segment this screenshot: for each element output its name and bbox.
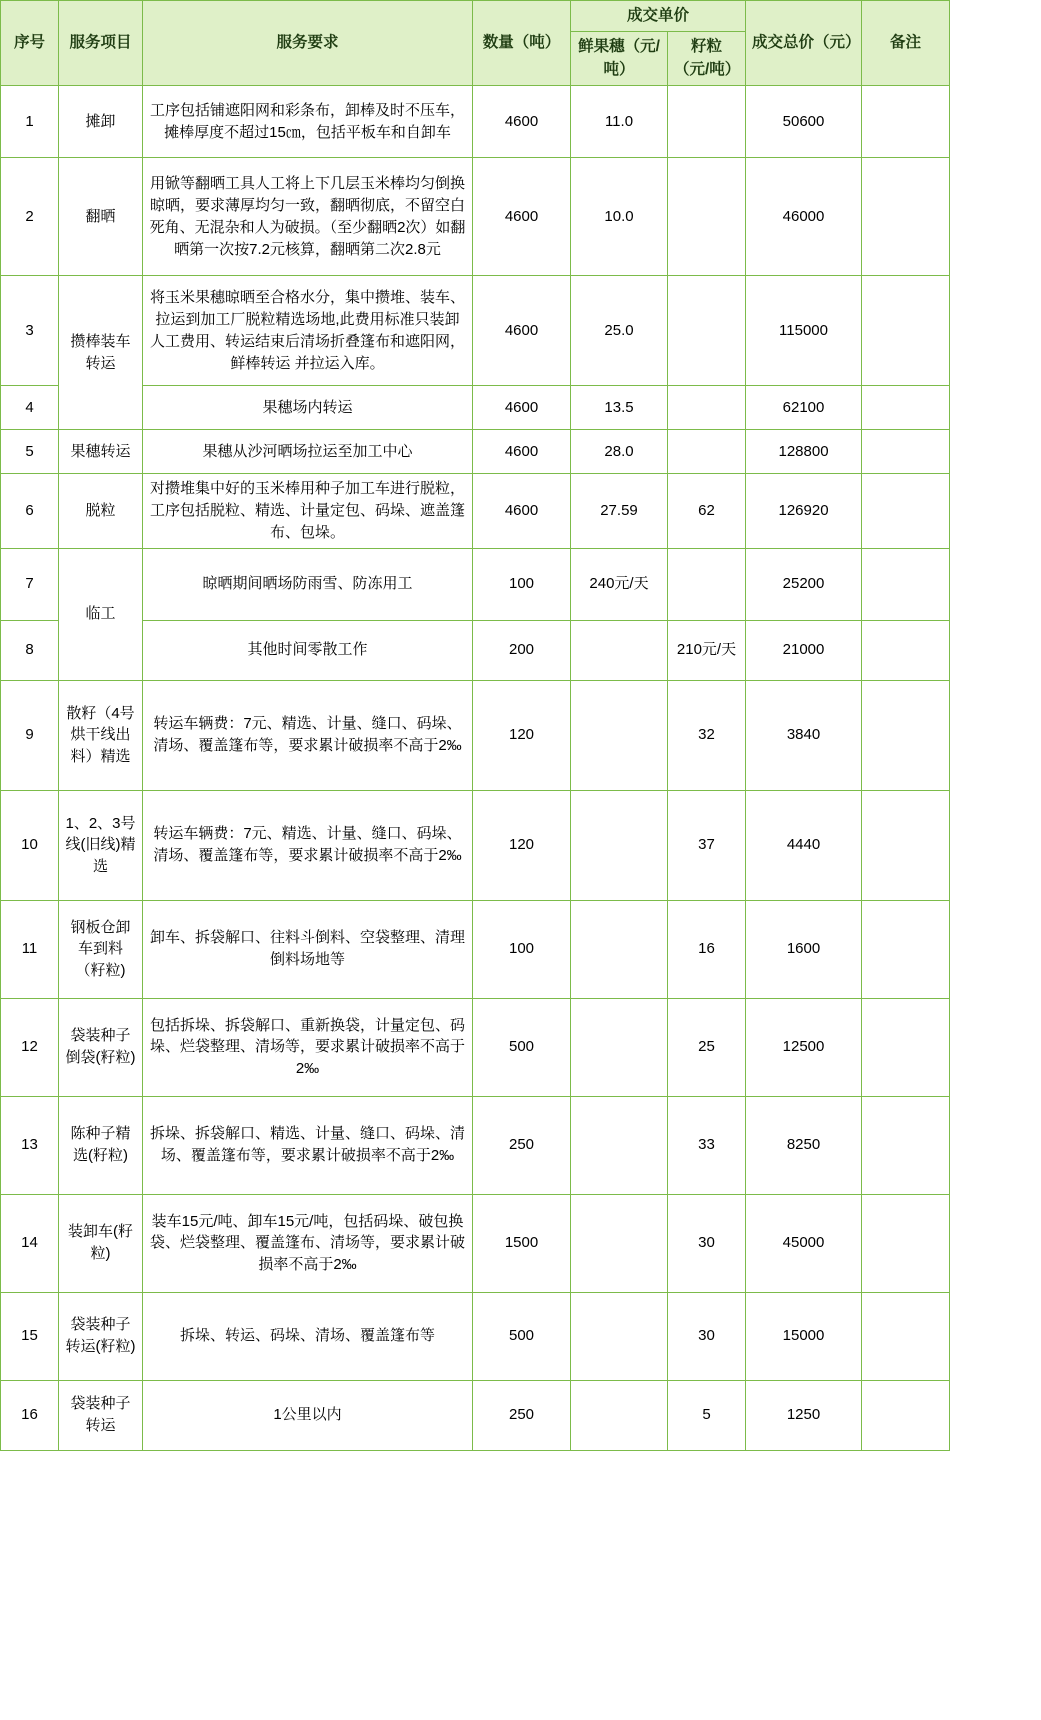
row-total-price: 4440 [746,790,862,900]
row-unit-price-seed: 210元/天 [668,620,746,680]
row-service-item: 翻晒 [59,158,143,276]
row-note [862,680,950,790]
row-quantity: 100 [473,900,571,998]
row-total-price: 50600 [746,86,862,158]
header-index: 序号 [1,1,59,86]
row-unit-price-seed: 37 [668,790,746,900]
table-row [1,620,950,680]
row-index: 7 [1,548,59,620]
row-unit-price-fresh [571,620,668,680]
row-note [862,474,950,548]
row-service-requirement: 其他时间零散工作 [143,620,473,680]
row-unit-price-seed [668,276,746,386]
header-requirement: 服务要求 [143,1,473,86]
header-row-top [1,1,950,32]
row-unit-price-seed [668,86,746,158]
row-service-requirement: 转运车辆费：7元、精选、计量、缝口、码垛、清场、覆盖篷布等，要求累计破损率不高于2‰ [143,680,473,790]
row-unit-price-seed: 30 [668,1292,746,1380]
row-note [862,900,950,998]
row-quantity: 250 [473,1380,571,1450]
row-service-item: 果穗转运 [59,430,143,474]
row-unit-price-seed: 33 [668,1096,746,1194]
row-unit-price-seed: 25 [668,998,746,1096]
row-total-price: 115000 [746,276,862,386]
row-total-price: 1600 [746,900,862,998]
row-service-requirement: 晾晒期间晒场防雨雪、防冻用工 [143,548,473,620]
row-note [862,1194,950,1292]
table-row [1,1194,950,1292]
row-service-requirement: 卸车、拆袋解口、往料斗倒料、空袋整理、清理倒料场地等 [143,900,473,998]
table-row [1,158,950,276]
row-quantity: 4600 [473,386,571,430]
table-row [1,790,950,900]
row-unit-price-fresh [571,1096,668,1194]
row-service-requirement: 装车15元/吨、卸车15元/吨，包括码垛、破包换袋、烂袋整理、覆盖篷布、清场等，要求累计破损率不高于2‰ [143,1194,473,1292]
row-unit-price-fresh [571,790,668,900]
row-total-price: 3840 [746,680,862,790]
row-total-price: 25200 [746,548,862,620]
row-total-price: 8250 [746,1096,862,1194]
row-unit-price-seed: 62 [668,474,746,548]
table-row [1,474,950,548]
row-total-price: 62100 [746,386,862,430]
row-index: 11 [1,900,59,998]
row-total-price: 45000 [746,1194,862,1292]
row-quantity: 120 [473,790,571,900]
row-total-price: 1250 [746,1380,862,1450]
row-service-item: 1、2、3号线(旧线)精选 [59,790,143,900]
row-index: 5 [1,430,59,474]
header-item: 服务项目 [59,1,143,86]
row-total-price: 12500 [746,998,862,1096]
row-note [862,276,950,386]
table-row [1,276,950,386]
row-unit-price-fresh [571,900,668,998]
row-unit-price-fresh [571,1292,668,1380]
row-quantity: 4600 [473,86,571,158]
header-total-price: 成交总价（元） [746,1,862,86]
row-service-requirement: 将玉米果穗晾晒至合格水分，集中攒堆、装车、拉运到加工厂脱粒精选场地,此费用标准只装卸人工费用、转运结束后清场折叠篷布和遮阳网，鲜棒转运 并拉运入库。 [143,276,473,386]
table-row [1,680,950,790]
row-note [862,620,950,680]
row-index: 10 [1,790,59,900]
row-index: 16 [1,1380,59,1450]
row-unit-price-seed: 30 [668,1194,746,1292]
row-quantity: 4600 [473,276,571,386]
row-unit-price-seed [668,430,746,474]
row-note [862,790,950,900]
row-unit-price-fresh [571,680,668,790]
row-note [862,386,950,430]
row-quantity: 200 [473,620,571,680]
row-index: 15 [1,1292,59,1380]
row-note [862,548,950,620]
row-unit-price-seed: 5 [668,1380,746,1450]
row-quantity: 500 [473,1292,571,1380]
row-total-price: 128800 [746,430,862,474]
row-service-item: 临工 [59,548,143,680]
header-unit-price-seed: 籽粒（元/吨） [668,32,746,86]
row-note [862,86,950,158]
row-service-requirement: 果穗场内转运 [143,386,473,430]
row-service-requirement: 用锨等翻晒工具人工将上下几层玉米棒均匀倒换晾晒，要求薄厚均匀一致，翻晒彻底，不留空白死角、无混杂和人为破损。（至少翻晒2次）如翻晒第一次按7.2元核算，翻晒第二次2.8元 [143,158,473,276]
row-note [862,1380,950,1450]
row-unit-price-fresh: 10.0 [571,158,668,276]
row-service-requirement: 工序包括铺遮阳网和彩条布，卸棒及时不压车，摊棒厚度不超过15㎝，包括平板车和自卸车 [143,86,473,158]
row-quantity: 250 [473,1096,571,1194]
row-index: 14 [1,1194,59,1292]
header-note: 备注 [862,1,950,86]
row-service-requirement: 拆垛、转运、码垛、清场、覆盖篷布等 [143,1292,473,1380]
row-unit-price-seed: 16 [668,900,746,998]
table-row [1,86,950,158]
row-service-item: 袋装种子倒袋(籽粒) [59,998,143,1096]
table-body [1,86,950,1450]
row-quantity: 4600 [473,430,571,474]
row-note [862,998,950,1096]
row-quantity: 1500 [473,1194,571,1292]
row-unit-price-seed: 32 [668,680,746,790]
table-header [1,1,950,86]
row-unit-price-fresh [571,1194,668,1292]
row-quantity: 100 [473,548,571,620]
row-note [862,158,950,276]
row-index: 12 [1,998,59,1096]
header-quantity: 数量（吨） [473,1,571,86]
row-service-requirement: 拆垛、拆袋解口、精选、计量、缝口、码垛、清场、覆盖篷布等，要求累计破损率不高于2‰ [143,1096,473,1194]
row-service-item: 攒棒装车转运 [59,276,143,430]
row-unit-price-fresh [571,998,668,1096]
row-unit-price-seed [668,386,746,430]
row-quantity: 4600 [473,474,571,548]
row-quantity: 4600 [473,158,571,276]
row-unit-price-seed [668,158,746,276]
row-index: 13 [1,1096,59,1194]
row-service-requirement: 包括拆垛、拆袋解口、重新换袋，计量定包、码垛、烂袋整理、清场等，要求累计破损率不高于2‰ [143,998,473,1096]
row-unit-price-seed [668,548,746,620]
header-unit-price-fresh: 鲜果穗（元/吨） [571,32,668,86]
row-note [862,1292,950,1380]
row-unit-price-fresh: 13.5 [571,386,668,430]
row-index: 1 [1,86,59,158]
row-service-item: 袋装种子转运(籽粒) [59,1292,143,1380]
row-index: 4 [1,386,59,430]
row-service-item: 脱粒 [59,474,143,548]
row-quantity: 500 [473,998,571,1096]
row-index: 2 [1,158,59,276]
row-index: 3 [1,276,59,386]
row-unit-price-fresh: 240元/天 [571,548,668,620]
row-index: 8 [1,620,59,680]
row-note [862,430,950,474]
table-row [1,548,950,620]
row-service-item: 摊卸 [59,86,143,158]
table-row [1,998,950,1096]
row-unit-price-fresh: 27.59 [571,474,668,548]
row-unit-price-fresh [571,1380,668,1450]
row-service-item: 钢板仓卸车到料（籽粒) [59,900,143,998]
row-unit-price-fresh: 28.0 [571,430,668,474]
row-index: 6 [1,474,59,548]
row-total-price: 126920 [746,474,862,548]
table-row [1,1096,950,1194]
row-service-item: 散籽（4号烘干线出料）精选 [59,680,143,790]
row-service-item: 袋装种子转运 [59,1380,143,1450]
table-row [1,1380,950,1450]
table-row [1,1292,950,1380]
row-unit-price-fresh: 25.0 [571,276,668,386]
header-unit-price-group: 成交单价 [571,1,746,32]
row-service-requirement: 果穗从沙河晒场拉运至加工中心 [143,430,473,474]
row-service-item: 装卸车(籽粒) [59,1194,143,1292]
table-row [1,386,950,430]
row-service-requirement: 1公里以内 [143,1380,473,1450]
row-service-requirement: 转运车辆费：7元、精选、计量、缝口、码垛、清场、覆盖篷布等，要求累计破损率不高于2‰ [143,790,473,900]
row-service-requirement: 对攒堆集中好的玉米棒用种子加工车进行脱粒，工序包括脱粒、精选、计量定包、码垛、遮盖篷布、包垛。 [143,474,473,548]
row-unit-price-fresh: 11.0 [571,86,668,158]
row-quantity: 120 [473,680,571,790]
row-total-price: 15000 [746,1292,862,1380]
table-row [1,900,950,998]
row-total-price: 21000 [746,620,862,680]
row-total-price: 46000 [746,158,862,276]
row-note [862,1096,950,1194]
table-row [1,430,950,474]
row-service-item: 陈种子精选(籽粒) [59,1096,143,1194]
row-index: 9 [1,680,59,790]
